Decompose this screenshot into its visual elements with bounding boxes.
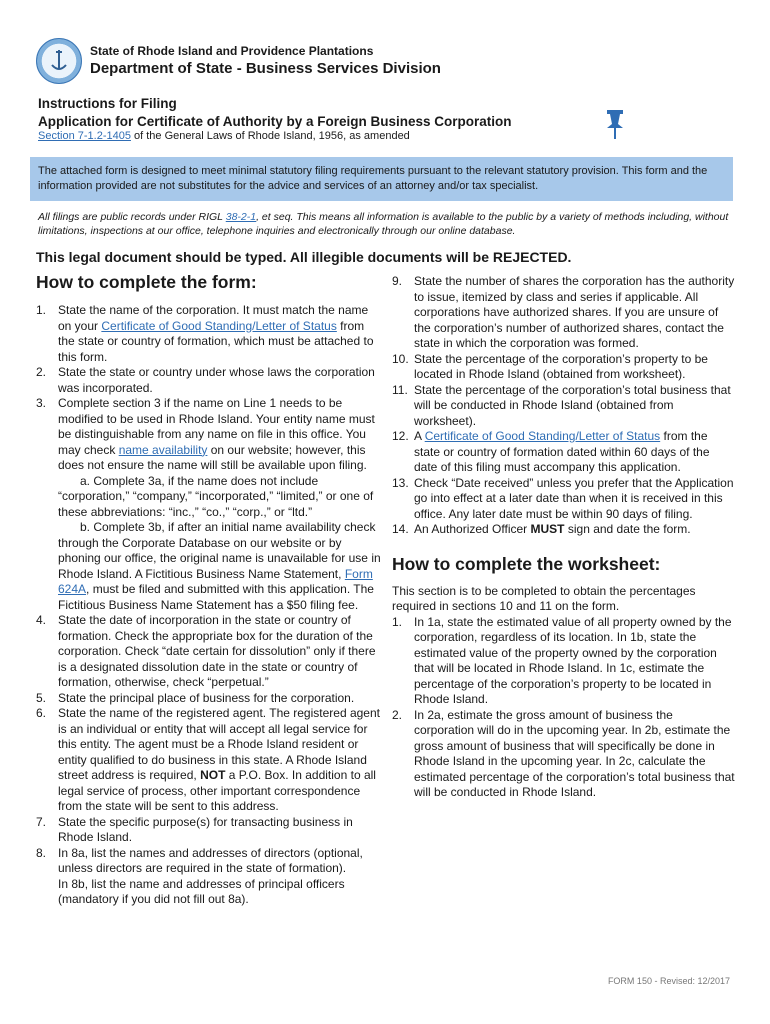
- push-pin-icon: [603, 108, 627, 140]
- item-number: 10.: [392, 351, 409, 366]
- item-emphasis: NOT: [200, 768, 226, 782]
- section-reference-text: of the General Laws of Rhode Island, 1956, as amended: [130, 130, 410, 142]
- item-text: State the percentage of the corporation’s total business that will be conducted in Rhode Island (obtained from worksheet).: [414, 382, 731, 428]
- list-item: [392, 522, 735, 538]
- item-number: 7.: [36, 814, 47, 829]
- item-number: 5.: [36, 690, 47, 705]
- item-number: 1.: [392, 614, 403, 629]
- disclaimer-box: The attached form is designed to meet minimal statutory filing requirements pursuant to the relevant statutory provision. This form and the information provided are not substitutes for the advice and services of an attorney and/or tax specialist.: [30, 157, 733, 201]
- list-item: [36, 706, 382, 815]
- item-text: from the state or country of formation, which must be attached to this form.: [58, 318, 374, 364]
- state-name: State of Rhode Island and Providence Plantations: [90, 44, 374, 58]
- item-text: State the percentage of the corporation’s property to be located in Rhode Island (obtained from worksheet).: [414, 351, 708, 381]
- item-text: State the number of shares the corporation has the authority to issue, itemized by class and series if applicable. All corporations have authorized shares. If you are unsure of the corporation’s number of authorized shares, contact the state in which the corporation was formed.: [414, 274, 735, 350]
- list-item: [36, 303, 382, 365]
- item-text: Complete section 3 if the name on Line 1 needs to be modified to be used in Rhode Island. Your entity name must be distinguishable from any name on file in this office. You may check: [58, 396, 375, 457]
- form-footer: FORM 150 - Revised: 12/2017: [607, 976, 730, 986]
- item-number: 6.: [36, 706, 47, 720]
- item-text: State the principal place of business for the corporation.: [58, 690, 355, 705]
- good-standing-link-2[interactable]: Certificate of Good Standing/Letter of Status: [424, 429, 661, 443]
- item-text: An Authorized Officer: [414, 522, 531, 536]
- list-item: [36, 691, 382, 707]
- rigl-link[interactable]: 38-2-1: [225, 211, 257, 223]
- list-item: [36, 396, 382, 474]
- title-line-1: Instructions for Filing: [38, 96, 177, 111]
- list-item: [36, 613, 382, 691]
- section-link[interactable]: Section 7-1.2-1405: [38, 130, 131, 142]
- item-number: 2.: [36, 365, 47, 379]
- item-text: State the name of the registered agent. The registered agent is an individual or entity that will accept all legal service for this entity. The agent must be a Rhode Island resident or entity qualified to do business in this state. A Rhode Island street address is required,: [58, 706, 380, 782]
- list-item: [36, 815, 382, 846]
- seal-year: 1636: [53, 72, 65, 78]
- item-text: from the state or country of formation dated within 60 days of the date of this filing must accompany this application.: [414, 429, 710, 474]
- item-text: In 8a, list the names and addresses of directors (optional, unless directors are required in the state of formation).: [58, 845, 363, 875]
- title-line-2: Application for Certificate of Authority by a Foreign Business Corporation: [38, 114, 512, 129]
- worksheet-section-heading: How to complete the worksheet:: [392, 553, 661, 574]
- item-text: State the date of incorporation in the state or country of formation. Check the appropriate box for the duration of the corporation. Check “date certain for dissolution” only if there is a designated dissolution date in the state or country of formation, otherwise, check “perpetual.”: [58, 613, 376, 689]
- form-instructions-right: [392, 274, 735, 801]
- form-624a-link[interactable]: Form 624A: [58, 566, 373, 596]
- list-item: [392, 476, 735, 523]
- public-note-text: All filings are public records under RIGL: [38, 211, 226, 223]
- list-item: [36, 846, 382, 908]
- state-seal-icon: [36, 38, 82, 84]
- item-number: 1.: [36, 303, 47, 317]
- item-text: on our website; however, this does not ensure the name will still be available upon filing.: [58, 442, 367, 472]
- item-number: 8.: [36, 845, 47, 860]
- item-number: 11.: [392, 382, 408, 397]
- item-text: A: [414, 429, 425, 443]
- item-number: 2.: [392, 707, 403, 722]
- item-number: 12.: [392, 429, 409, 443]
- public-note-text-end: , et seq. This means all information is available to the public by a variety of methods including, without limitations, inspections at our office, telephone inquiries and electronically through our online database.: [38, 211, 729, 237]
- section-reference: [38, 130, 410, 142]
- sub-item-3a: a. Complete 3a, if the name does not include “corporation,” “company,” “incorporated,” “limited,” or one of these abbreviations: “inc.,” “co.,” “corp.,” or “ltd.”: [58, 473, 374, 519]
- item-number: 14.: [392, 522, 409, 536]
- item-number: 13.: [392, 475, 409, 490]
- typed-warning: This legal document should be typed. All illegible documents will be REJECTED.: [36, 249, 572, 265]
- item-text: sign and date the form.: [564, 522, 691, 536]
- list-item: [392, 708, 735, 801]
- worksheet-intro: This section is to be completed to obtain the percentages required in sections 10 and 11 on the form.: [392, 583, 696, 613]
- good-standing-link[interactable]: Certificate of Good Standing/Letter of Status: [101, 318, 337, 333]
- item-number: 3.: [36, 396, 47, 410]
- item-text: State the name of the corporation. It must match the name on your: [58, 303, 369, 333]
- list-item: [392, 383, 735, 430]
- list-item: [392, 274, 735, 352]
- item-text: State the state or country under whose laws the corporation was incorporated.: [58, 365, 375, 395]
- item-text: b. Complete 3b, if after an initial name availability check through the Corporate Database on our website or by phoning our office, the original name is unavailable for use in Rhode Island. A Fictitious Business Name Statement,: [58, 520, 381, 581]
- item-number: 4.: [36, 613, 47, 627]
- item-emphasis: MUST: [530, 522, 565, 536]
- item-text: In 8b, list the name and addresses of principal officers (mandatory if you did not fill out 8a).: [58, 876, 345, 906]
- item-text: In 1a, state the estimated value of all property owned by the corporation, regardless of its location. In 1b, state the estimated value of the property owned by the corporation that will be located in Rhode Island. In 1c, estimate the percentage of the corporation’s property to be located in Rhode Island.: [414, 614, 732, 706]
- form-instructions-left: [36, 270, 382, 908]
- item-text: a P.O. Box. In addition to all legal service of process, other important correspondence from the state will be sent to this address.: [58, 768, 376, 813]
- list-item: [392, 352, 735, 383]
- public-records-note: [38, 210, 738, 238]
- department-name: Department of State - Business Services Division: [90, 60, 441, 77]
- list-item: [392, 615, 735, 708]
- list-item: [36, 365, 382, 396]
- item-text: In 2a, estimate the gross amount of business the corporation will do in the upcoming year. In 2b, estimate the gross amount of business that will specifically be done in Rhode Island in the upcoming year. In 2c, calculate the estimated percentage of the corporation’s total business that will be conducted in Rhode Island.: [414, 707, 735, 799]
- name-availability-link[interactable]: name availability: [118, 442, 208, 457]
- document-title: [38, 95, 512, 131]
- sub-item-3b: [36, 520, 382, 613]
- item-text: , must be filed and submitted with this application. The Fictitious Business Name Statement has a $50 filing fee.: [58, 582, 374, 612]
- item-text: Check “Date received” unless you prefer that the Application go into effect at a later date than when it is received in this office. Any later date must be within 90 days of filing.: [414, 475, 734, 521]
- item-number: 9.: [392, 274, 403, 288]
- list-item: [392, 429, 735, 476]
- form-section-heading: How to complete the form:: [36, 272, 257, 292]
- item-text: State the specific purpose(s) for transacting business in Rhode Island.: [58, 814, 353, 844]
